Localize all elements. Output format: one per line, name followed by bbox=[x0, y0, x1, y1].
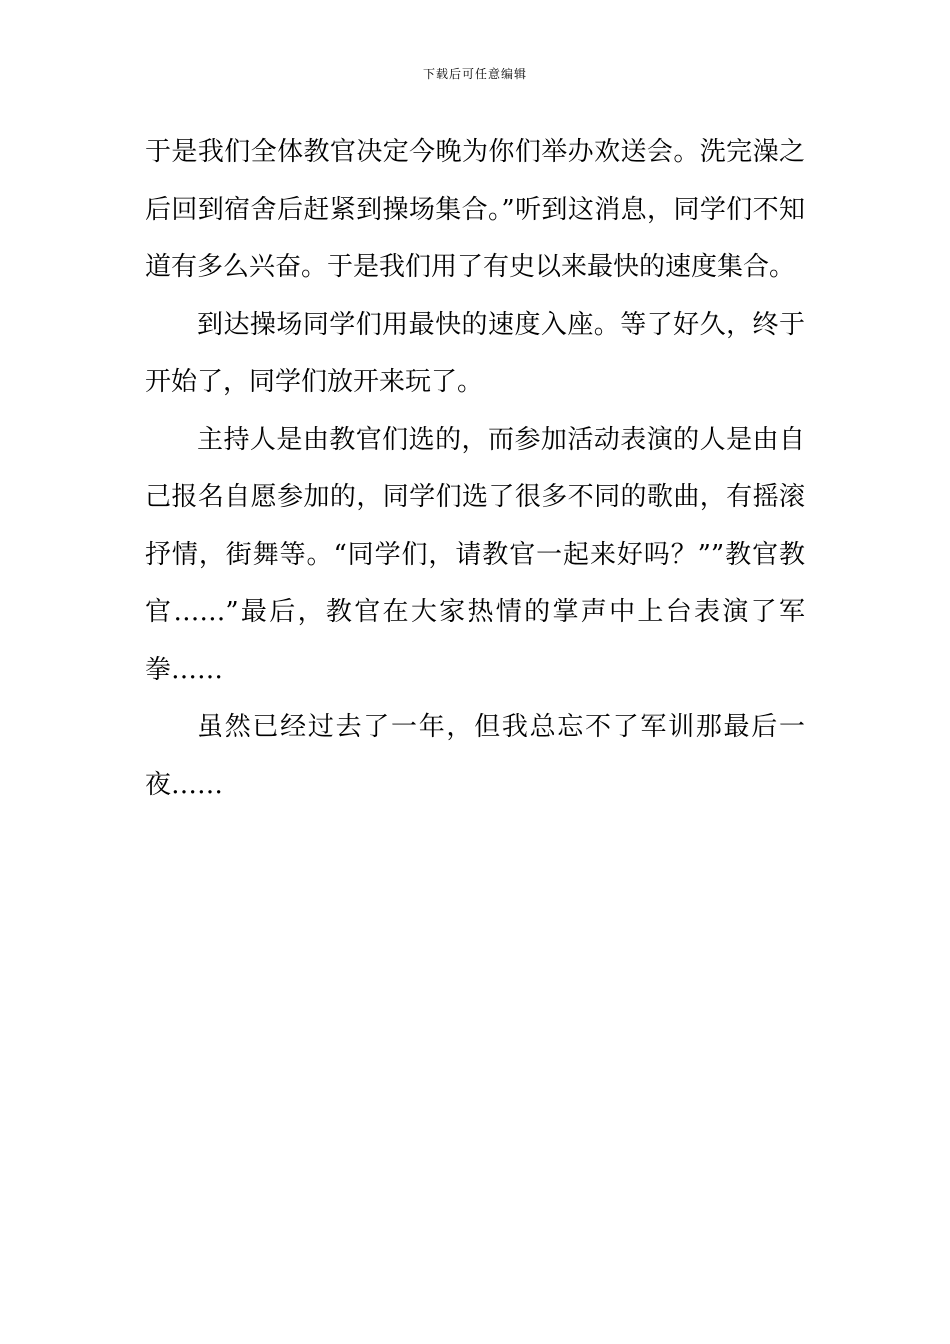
paragraph-4: 虽然已经过去了一年，但我总忘不了军训那最后一夜…… bbox=[145, 712, 805, 800]
paragraph-1: 于是我们全体教官决定今晚为你们举办欢送会。洗完澡之后回到宿舍后赶紧到操场集合。”听到这消息，同学们不知道有多么兴奋。于是我们用了有史以来最快的速度集合。 bbox=[145, 137, 805, 282]
page-header: 下载后可任意编辑 bbox=[422, 67, 527, 81]
paragraph-2: 到达操场同学们用最快的速度入座。等了好久，终于开始了，同学们放开来玩了。 bbox=[145, 309, 805, 397]
document-body bbox=[145, 124, 805, 814]
paragraph-3: 主持人是由教官们选的，而参加活动表演的人是由自己报名自愿参加的，同学们选了很多不同的歌曲，有摇滚抒情，街舞等。“同学们，请教官一起来好吗？””教官教官……”最后，教官在大家热情的掌声中上台表演了军拳…… bbox=[145, 424, 805, 685]
